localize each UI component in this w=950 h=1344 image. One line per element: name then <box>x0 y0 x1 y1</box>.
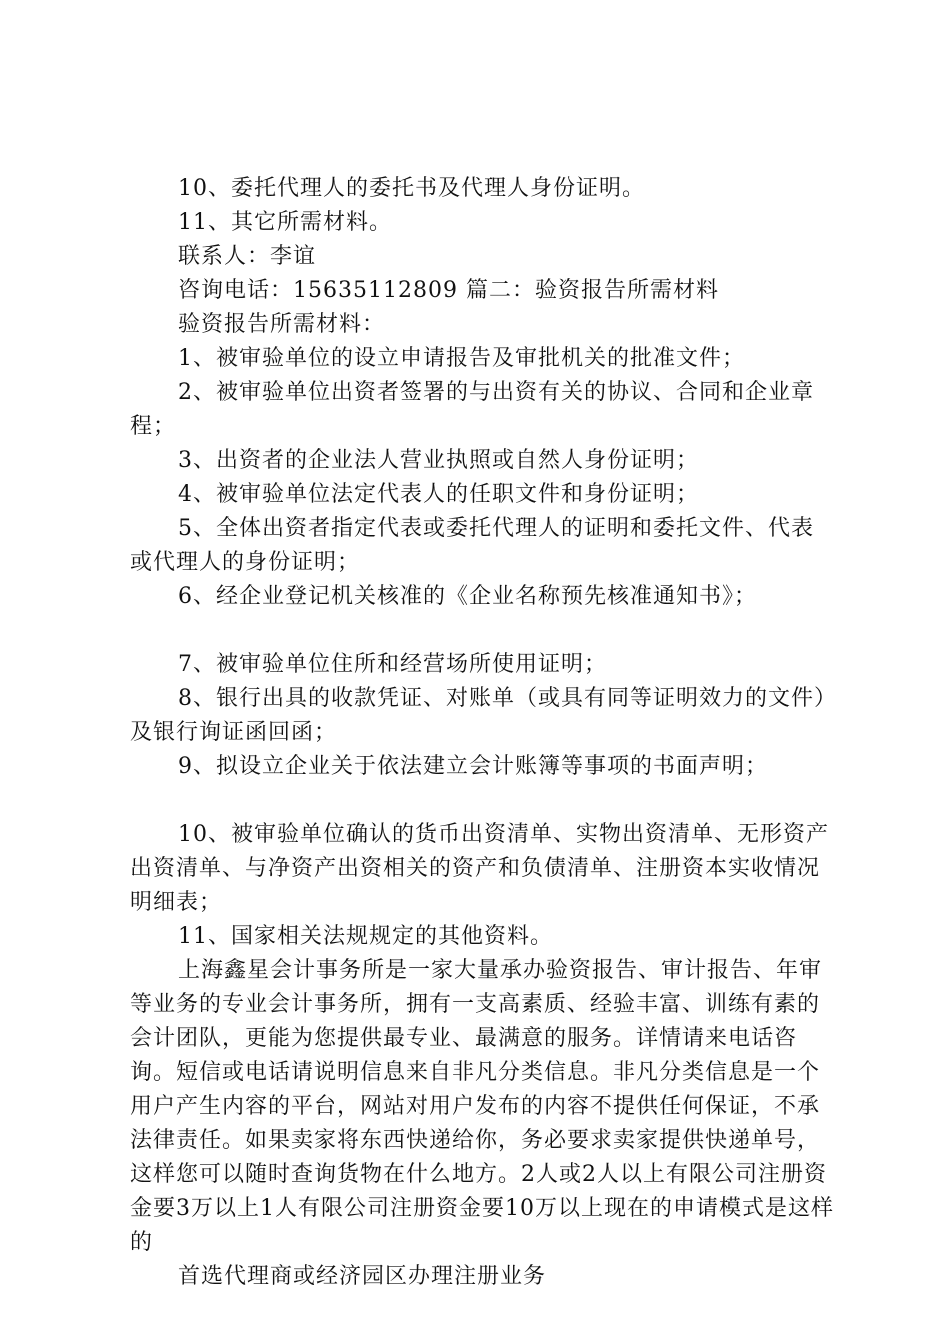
paragraph: 2、被审验单位出资者签署的与出资有关的协议、合同和企业章程； <box>130 380 814 439</box>
paragraph: 11、其它所需材料。 <box>178 210 392 235</box>
paragraph: 4、被审验单位法定代表人的任职文件和身份证明； <box>178 482 699 507</box>
paragraph: 首选代理商或经济园区办理注册业务 <box>178 1264 547 1289</box>
paragraph: 咨询电话：15635112809 篇二：验资报告所需材料 <box>178 278 719 303</box>
paragraph: 6、经企业登记机关核准的《企业名称预先核准通知书》； <box>178 584 757 609</box>
paragraph: 上海鑫星会计事务所是一家大量承办验资报告、审计报告、年审等业务的专业会计事务所，拥有一支高素质、经验丰富、训练有素的会计团队，更能为您提供最专业、最满意的服务。详情请来电话咨询。短信或电话请说明信息来自非凡分类信息。非凡分类信息是一个用户产生内容的平台，网站对用户发布的内容不提供任何保证，不承法律责任。如果卖家将东西快递给你，务必要求卖家提供快递单号，这样您可以随时查询货物在什么地方。2人或2人以上有限公司注册资金要3万以上1人有限公司注册资金要10万以上现在的申请模式是这样的 <box>130 958 834 1255</box>
document-body <box>130 172 834 1294</box>
paragraph: 联系人：李谊 <box>178 244 317 269</box>
paragraph: 1、被审验单位的设立申请报告及审批机关的批准文件； <box>178 346 745 371</box>
paragraph: 验资报告所需材料： <box>178 312 386 337</box>
paragraph: 7、被审验单位住所和经营场所使用证明； <box>178 652 607 677</box>
paragraph: 9、拟设立企业关于依法建立会计账簿等事项的书面声明； <box>178 754 768 779</box>
paragraph: 8、银行出具的收款凭证、对账单（或具有同等证明效力的文件）及银行询证函回函； <box>130 686 826 745</box>
paragraph: 10、被审验单位确认的货币出资清单、实物出资清单、无形资产出资清单、与净资产出资相关的资产和负债清单、注册资本实收情况明细表； <box>130 822 829 915</box>
paragraph: 3、出资者的企业法人营业执照或自然人身份证明； <box>178 448 699 473</box>
paragraph: 11、国家相关法规规定的其他资料。 <box>178 924 553 949</box>
paragraph: 10、委托代理人的委托书及代理人身份证明。 <box>178 176 645 201</box>
paragraph: 5、全体出资者指定代表或委托代理人的证明和委托文件、代表或代理人的身份证明； <box>130 516 814 575</box>
